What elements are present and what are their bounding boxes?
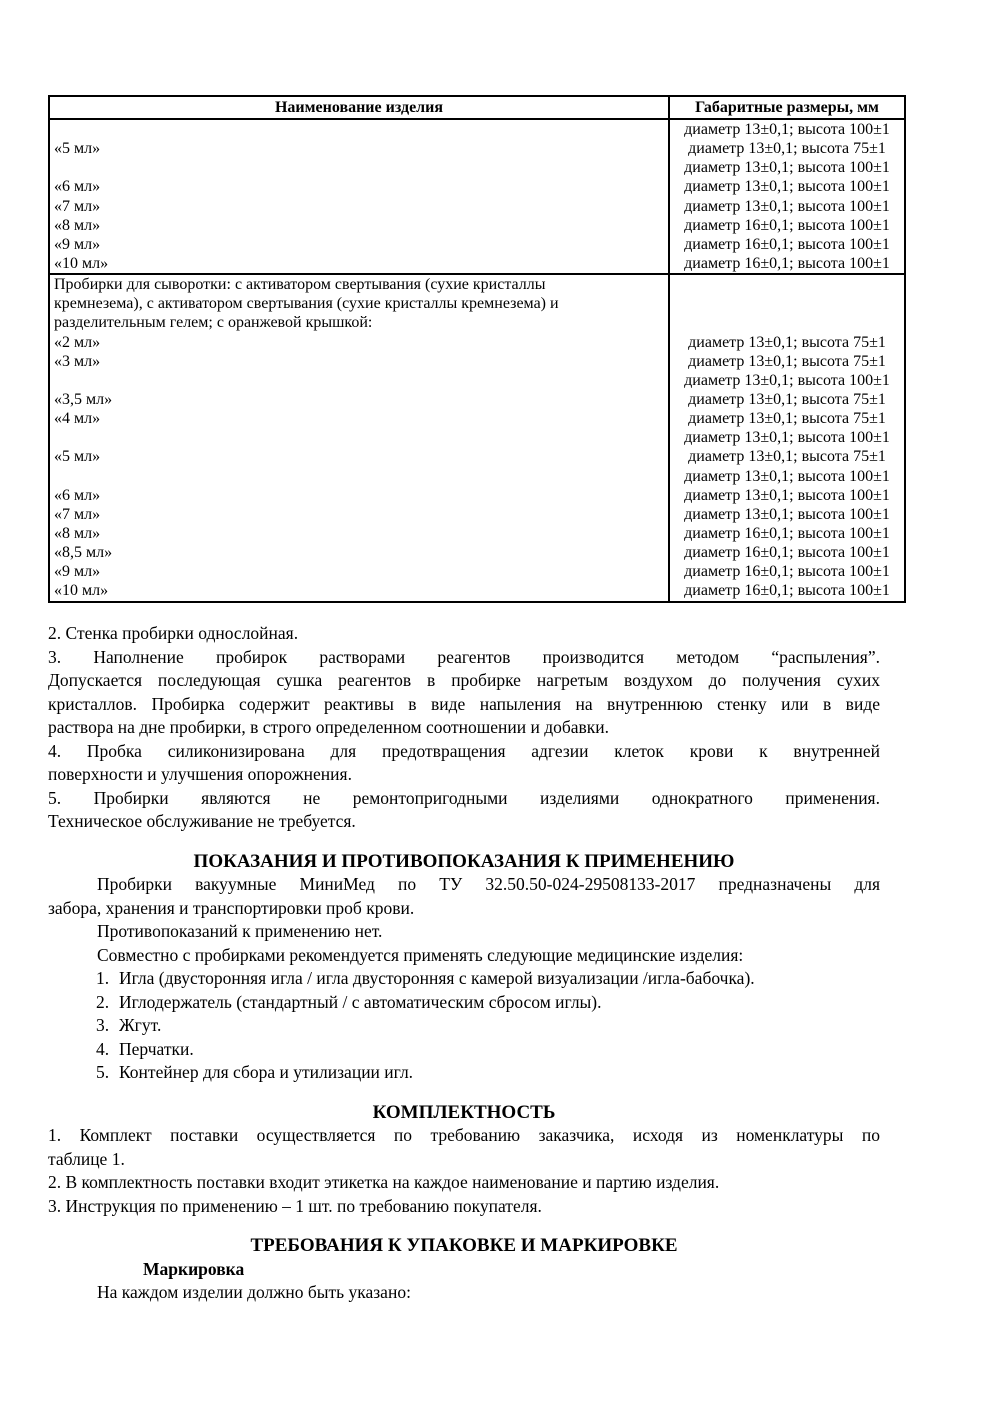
product-name-cell: «10 мл» bbox=[54, 582, 109, 600]
product-dimension-cell: диаметр 16±0,1; высота 100±1 bbox=[684, 582, 890, 600]
paragraph-single-use bbox=[48, 787, 880, 834]
product-name-cell: «10 мл» bbox=[54, 254, 109, 272]
text-line: кристаллов. Пробирка содержит реактивы в виде напыления на внутреннюю стенку или в виде bbox=[48, 693, 880, 714]
paragraph-recommended-devices bbox=[48, 944, 880, 968]
text-line: таблице 1. bbox=[48, 1148, 125, 1169]
product-dimension-cell: диаметр 13±0,1; высота 75±1 bbox=[688, 352, 886, 370]
product-name-cell bbox=[54, 428, 668, 447]
list-item-text: Иглодержатель (стандартный / с автоматическим сбросом иглы). bbox=[119, 991, 602, 1012]
product-dimension-cell bbox=[670, 313, 904, 332]
product-name-cell: «6 мл» bbox=[54, 178, 101, 196]
product-dimension-cell: диаметр 13±0,1; высота 75±1 bbox=[688, 410, 886, 428]
list-item-number: 1. bbox=[96, 968, 110, 988]
product-dimension-cell bbox=[670, 275, 904, 294]
list-item-number: 5. bbox=[96, 1062, 110, 1082]
products-table bbox=[48, 95, 906, 603]
product-name-cell: «9 мл» bbox=[54, 235, 101, 253]
text-line: Допускается последующая сушка реагентов в пробирке нагретым воздухом до получения сухих bbox=[48, 670, 880, 690]
paragraph-tube-wall bbox=[48, 622, 880, 646]
product-name-cell: «8,5 мл» bbox=[54, 544, 113, 562]
text-line: 1. Комплект поставки осуществляется по требованию заказчика, исходя из номенклатуры по bbox=[48, 1125, 880, 1145]
product-name-cell: «5 мл» bbox=[54, 448, 101, 466]
paragraph-delivery-set bbox=[48, 1124, 880, 1171]
list-item-needle bbox=[48, 967, 880, 991]
list-item-needle-holder bbox=[48, 991, 880, 1015]
document-body bbox=[48, 601, 880, 1305]
product-dimension-cell: диаметр 13±0,1; высота 100±1 bbox=[684, 371, 890, 389]
product-dimension-cell: диаметр 13±0,1; высота 75±1 bbox=[688, 448, 886, 466]
text-line: 5. Пробирки являются не ремонтопригодными изделиями однократного применения. bbox=[48, 787, 880, 808]
text-line: 2. В комплектность поставки входит этикетка на каждое наименование и партию изделия. bbox=[48, 1172, 720, 1192]
product-name-cell: кремнезема), с активатором свертывания (сухие кристаллы кремнезема) и bbox=[54, 295, 559, 313]
text-line: Техническое обслуживание не требуется. bbox=[48, 811, 356, 831]
product-dimension-cell: диаметр 13±0,1; высота 100±1 bbox=[684, 159, 890, 177]
text-line: На каждом изделии должно быть указано: bbox=[97, 1282, 411, 1302]
list-item-tourniquet bbox=[48, 1014, 880, 1038]
text-line: поверхности и улучшения опорожнения. bbox=[48, 764, 352, 784]
text-line: 4. Пробка силиконизирована для предотвращения адгезии клеток крови к внутренней bbox=[48, 740, 880, 761]
list-item-number: 4. bbox=[96, 1038, 110, 1059]
product-name-cell: «7 мл» bbox=[54, 505, 101, 523]
text-line: 2. Стенка пробирки однослойная. bbox=[48, 623, 299, 643]
product-dimension-cell: диаметр 13±0,1; высота 100±1 bbox=[684, 505, 890, 523]
paragraph-marking-intro bbox=[48, 1281, 880, 1305]
product-name-cell bbox=[54, 371, 668, 390]
product-name-cell: «3,5 мл» bbox=[54, 390, 113, 408]
list-item-sharps-container bbox=[48, 1061, 880, 1085]
text-line: Совместно с пробирками рекомендуется применять следующие медицинские изделия: bbox=[97, 944, 744, 965]
list-item-text: Игла (двусторонняя игла / игла двусторонняя с камерой визуализации /игла-бабочка). bbox=[119, 968, 755, 988]
subsection-heading-marking: Маркировка bbox=[143, 1258, 245, 1279]
paragraph-filling-method bbox=[48, 646, 880, 740]
product-dimension-cell: диаметр 13±0,1; высота 75±1 bbox=[688, 390, 886, 408]
section-heading-completeness: КОМПЛЕКТНОСТЬ bbox=[372, 1101, 556, 1123]
list-item-number: 3. bbox=[96, 1015, 110, 1035]
table-header-dimensions: Габаритные размеры, мм bbox=[695, 99, 879, 116]
product-name-cell: «9 мл» bbox=[54, 563, 101, 581]
section-heading-packaging: ТРЕБОВАНИЯ К УПАКОВКЕ И МАРКИРОВКЕ bbox=[250, 1235, 678, 1256]
text-line: раствора на дне пробирки, в строго определенном соотношении и добавки. bbox=[48, 717, 610, 737]
paragraph-label-included bbox=[48, 1171, 880, 1195]
table-header-product-name: Наименование изделия bbox=[50, 97, 670, 118]
product-name-cell: Пробирки для сыворотки: с активатором свертывания (сухие кристаллы bbox=[54, 276, 546, 294]
product-name-cell: «8 мл» bbox=[54, 524, 101, 542]
text-line: 3. Наполнение пробирок растворами реагентов производится методом “распыления”. bbox=[48, 646, 880, 667]
product-dimension-cell: диаметр 16±0,1; высота 100±1 bbox=[684, 235, 890, 253]
column-product-names bbox=[50, 275, 670, 600]
product-dimension-cell: диаметр 13±0,1; высота 75±1 bbox=[688, 140, 886, 158]
product-dimension-cell bbox=[670, 294, 904, 313]
product-name-cell: «4 мл» bbox=[54, 410, 101, 428]
product-dimension-cell: диаметр 16±0,1; высота 100±1 bbox=[684, 563, 890, 581]
product-dimension-cell: диаметр 16±0,1; высота 100±1 bbox=[684, 216, 890, 234]
product-dimension-cell: диаметр 13±0,1; высота 75±1 bbox=[688, 333, 886, 351]
product-name-cell: разделительным гелем; с оранжевой крышкой: bbox=[54, 314, 373, 332]
paragraph-no-contraindications bbox=[48, 920, 880, 944]
product-dimension-cell: диаметр 13±0,1; высота 100±1 bbox=[684, 467, 890, 485]
text-line: Противопоказаний к применению нет. bbox=[97, 921, 383, 941]
product-name-cell: «2 мл» bbox=[54, 333, 101, 351]
paragraph-stopper bbox=[48, 740, 880, 787]
section-heading-indications: ПОКАЗАНИЯ И ПРОТИВОПОКАЗАНИЯ К ПРИМЕНЕНИЮ bbox=[193, 850, 735, 872]
column-dimensions bbox=[670, 120, 904, 273]
product-name-cell bbox=[54, 158, 668, 177]
paragraph-purpose bbox=[48, 873, 880, 920]
product-name-cell bbox=[54, 467, 668, 486]
product-dimension-cell: диаметр 13±0,1; высота 100±1 bbox=[684, 486, 890, 504]
text-line: Пробирки вакуумные МиниМед по ТУ 32.50.50-024-29508133-2017 предназначены для bbox=[97, 874, 880, 894]
product-dimension-cell: диаметр 13±0,1; высота 100±1 bbox=[684, 121, 890, 138]
list-item-text: Перчатки. bbox=[119, 1038, 194, 1059]
list-item-gloves bbox=[48, 1038, 880, 1062]
table-section-serum-tubes bbox=[50, 273, 904, 600]
list-item-number: 2. bbox=[96, 991, 110, 1012]
list-item-text: Контейнер для сбора и утилизации игл. bbox=[119, 1062, 414, 1082]
column-product-names bbox=[50, 120, 670, 273]
product-dimension-cell: диаметр 13±0,1; высота 100±1 bbox=[684, 429, 890, 447]
product-name-cell: «3 мл» bbox=[54, 352, 101, 370]
text-line: забора, хранения и транспортировки проб крови. bbox=[48, 897, 415, 918]
product-name-cell: «6 мл» bbox=[54, 486, 101, 504]
product-name-cell: «8 мл» bbox=[54, 216, 101, 234]
product-name-cell: «5 мл» bbox=[54, 140, 101, 158]
product-name-cell bbox=[54, 120, 668, 139]
text-line: 3. Инструкция по применению – 1 шт. по требованию покупателя. bbox=[48, 1195, 542, 1216]
table-section-plain-tubes bbox=[50, 120, 904, 273]
list-item-text: Жгут. bbox=[119, 1015, 162, 1035]
product-name-cell: «7 мл» bbox=[54, 197, 101, 215]
table-header-row bbox=[50, 97, 904, 120]
column-dimensions bbox=[670, 275, 904, 600]
product-dimension-cell: диаметр 13±0,1; высота 100±1 bbox=[684, 197, 890, 215]
paragraph-instructions-included bbox=[48, 1195, 880, 1219]
product-dimension-cell: диаметр 16±0,1; высота 100±1 bbox=[684, 544, 890, 562]
product-dimension-cell: диаметр 13±0,1; высота 100±1 bbox=[684, 178, 890, 196]
product-dimension-cell: диаметр 16±0,1; высота 100±1 bbox=[684, 524, 890, 542]
product-dimension-cell: диаметр 16±0,1; высота 100±1 bbox=[684, 254, 890, 272]
